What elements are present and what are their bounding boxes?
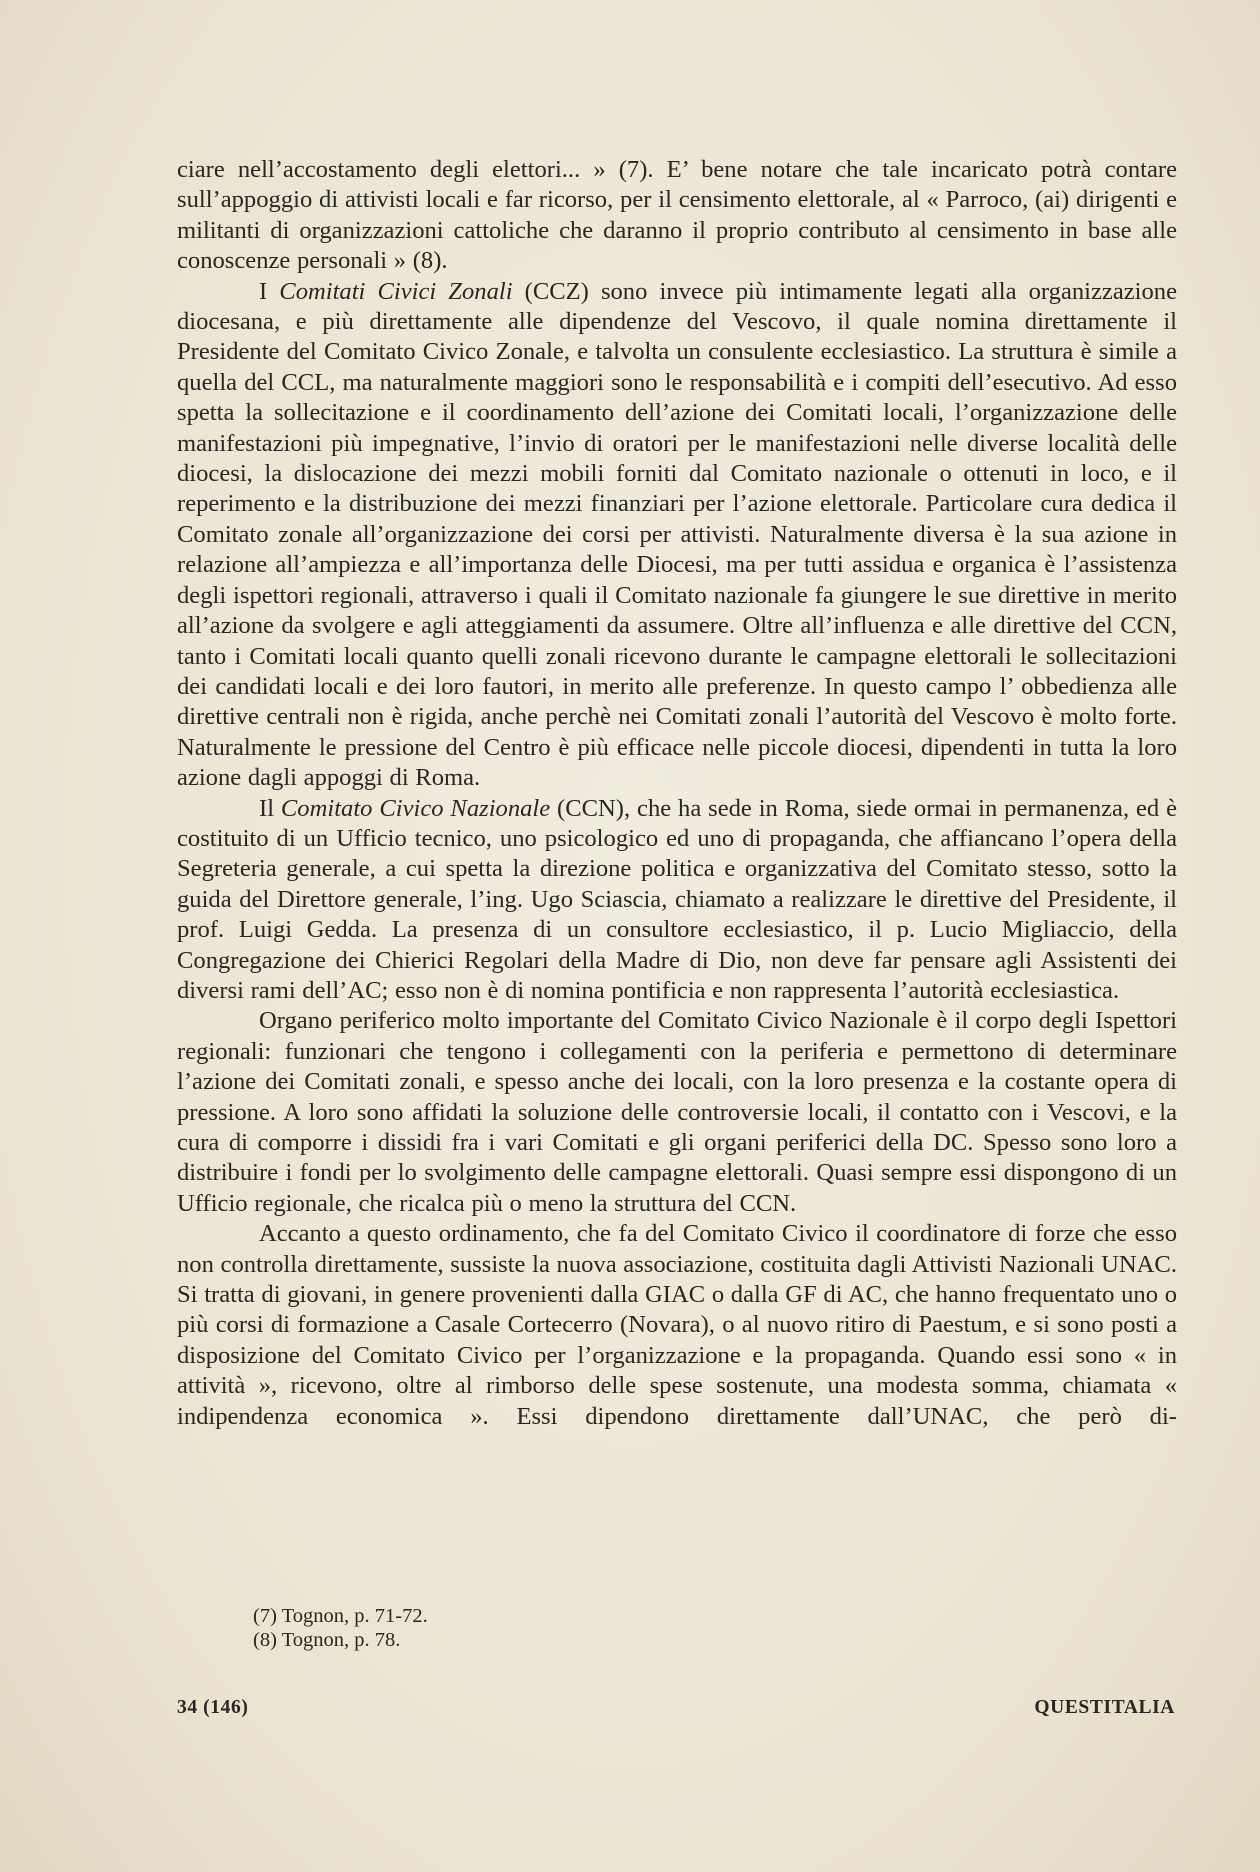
body-text — [177, 155, 1177, 1432]
paragraph-4-text: Organo periferico molto importante del Comitato Civico Nazionale è il corpo degli Ispettori regionali: funzionari che tengono i collegamenti con la periferia e permettono di determinare l’azione dei Comitati zonali, e spesso anche dei locali, con la loro presenza e la costante opera di pressione. A loro sono affidati la soluzione delle controversie locali, il contatto con i Vescovi, e la cura di comporre i dissidi fra i vari Comitati e gli organi periferici della DC. Spesso sono loro a distribuire i fondi per lo svolgimento delle campagne elettorali. Quasi sempre essi dispongono di un Ufficio regionale, che ricalca più o meno la struttura del CCN. — [177, 1007, 1177, 1217]
paragraph-5 — [177, 1219, 1177, 1432]
paragraph-2-text-a: I — [259, 277, 280, 305]
paragraph-4 — [177, 1006, 1177, 1219]
paragraph-5-text: Accanto a questo ordinamento, che fa del Comitato Civico il coordinatore di forze che esso non controlla direttamente, sussiste la nuova associazione, costituita dagli Attivisti Nazionali UNAC. Si tratta di giovani, in genere provenienti dalla GIAC o dalla GF di AC, che hanno frequentato uno o più corsi di formazione a Casale Cortecerro (Novara), o al nuovo ritiro di Paestum, e si sono posti a disposizione del Comitato Civico per l’organizzazione e la propaganda. Quando essi sono « in attività », ricevono, oltre al rimborso delle spese sostenute, una modesta somma, chiamata « indipendenza economica ». Essi dipendono direttamente dall’UNAC, che però di- — [177, 1220, 1177, 1430]
paragraph-1-text: ciare nell’accostamento degli elettori... » (7). E’ bene notare che tale incaricato potrà contare sull’appoggio di attivisti locali e far ricorso, per il censimento elettorale, al « Parroco, (ai) dirigenti e militanti di organizzazioni cattoliche che daranno il proprio contributo al censimento in base alle conoscenze personali » (8). — [177, 156, 1177, 275]
page-number: 34 (146) — [177, 1697, 249, 1718]
paragraph-2 — [177, 277, 1177, 794]
paragraph-2-text-b: (CCZ) sono invece più intimamente legati alla organizzazione diocesana, e più direttamente alle dipendenze del Vescovo, il quale nomina direttamente il Presidente del Comitato Civico Zonale, e talvolta un consulente ecclesiastico. La struttura è simile a quella del CCL, ma naturalmente maggiori sono le responsabilità e i compiti dell’esecutivo. Ad esso spetta la sollecitazione e il coordinamento dell’azione dei Comitati locali, l’organizzazione delle manifestazioni più impegnative, l’invio di oratori per le manifestazioni nelle diverse località delle diocesi, la dislocazione dei mezzi mobili forniti dal Comitato nazionale o ottenuti in loco, e il reperimento e la distribuzione dei mezzi finanziari per l’azione elettorale. Particolare cura dedica il Comitato zonale all’organizzazione dei corsi per attivisti. Naturalmente diversa è la sua azione in relazione all’ampiezza e all’importanza delle Diocesi, ma per tutti assidua e organica è l’assistenza degli ispettori regionali, attraverso i quali il Comitato nazionale fa giungere le sue direttive in merito all’azione da svolgere e agli atteggiamenti da assumere. Oltre all’influenza e alle direttive del CCN, tanto i Comitati locali quanto quelli zonali ricevono durante le campagne elettorali le sollecitazioni dei candidati locali e dei loro fautori, in merito alle preferenze. In questo campo l’ obbedienza alle direttive centrali non è rigida, anche perchè nei Comitati zonali l’autorità del Vescovo è molto forte. Naturalmente le pressione del Centro è più efficace nelle piccole diocesi, dipendenti in tutta la loro azione dagli appoggi di Roma. — [177, 277, 1178, 792]
footnote-7: (7) Tognon, p. 71-72. — [253, 1605, 428, 1627]
paragraph-1 — [177, 155, 1177, 277]
footnotes — [253, 1604, 753, 1652]
paragraph-3-italic-term: Comitato Civico Nazionale — [280, 794, 551, 822]
paragraph-2-italic-term: Comitati Civici Zonali — [279, 277, 513, 305]
paragraph-3 — [177, 794, 1177, 1007]
journal-name: QUESTITALIA — [1034, 1697, 1175, 1718]
paragraph-3-text-a: Il — [259, 794, 281, 822]
paragraph-3-text-b: (CCN), che ha sede in Roma, siede ormai in permanenza, ed è costituito di un Ufficio tecnico, uno psicologico ed uno di propaganda, che affiancano l’opera della Segreteria generale, a cui spetta la direzione politica e organizzativa del Comitato stesso, sotto la guida del Direttore generale, l’ing. Ugo Sciascia, chiamato a realizzare le direttive del Presidente, il prof. Luigi Gedda. La presenza di un consultore ecclesiastico, il p. Lucio Migliaccio, della Congregazione dei Chierici Regolari della Madre di Dio, non deve far pensare agli Assistenti dei diversi rami dell’AC; esso non è di nomina pontificia e non rappresenta l’autorità ecclesiastica. — [177, 794, 1177, 1004]
footnote-8: (8) Tognon, p. 78. — [253, 1629, 401, 1651]
